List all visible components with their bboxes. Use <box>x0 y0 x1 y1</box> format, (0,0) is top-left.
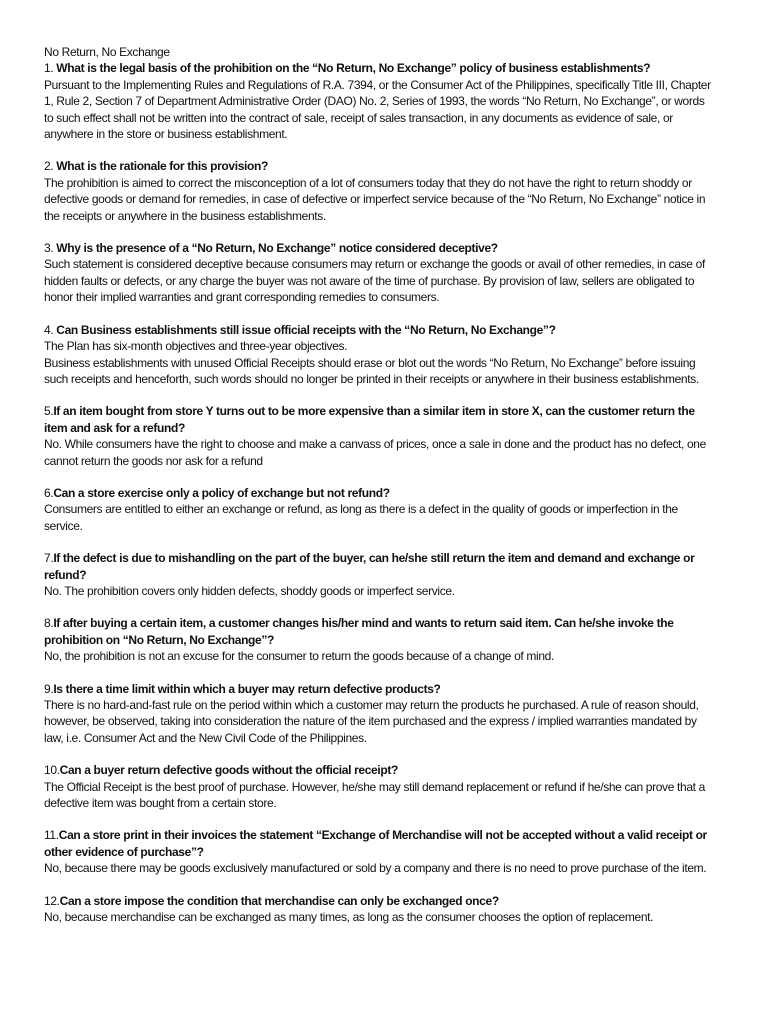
answer-text: No, the prohibition is not an excuse for the consumer to return the goods because of a change of mind. <box>44 649 554 664</box>
question-number: 2. <box>44 159 57 174</box>
qa-item <box>44 403 716 469</box>
qa-item <box>44 322 716 388</box>
qa-list <box>44 60 716 925</box>
question-text: If an item bought from store Y turns out to be more expensive than a similar item in store X, can the customer return the item and ask for a refund? <box>44 404 695 435</box>
answer-text: There is no hard-and-fast rule on the period within which a customer may return the products he purchased. A rule of reason should, however, be observed, taking into consideration the nature of the item purchased and the express / implied warranties mandated by law, i.e. Consumer Act and the New Civil Code of the Philippines. <box>44 698 699 745</box>
question-number: 4. <box>44 322 57 337</box>
question <box>44 403 716 436</box>
question <box>44 615 716 648</box>
question-number: 10. <box>44 763 60 778</box>
qa-item <box>44 762 716 811</box>
question-text: What is the rationale for this provision? <box>56 159 268 174</box>
answer-text: The Plan has six-month objectives and three-year objectives. <box>44 339 348 354</box>
qa-item <box>44 158 716 224</box>
answer-text: No. The prohibition covers only hidden defects, shoddy goods or imperfect service. <box>44 583 455 598</box>
answer-text: Pursuant to the Implementing Rules and Regulations of R.A. 7394, or the Consumer Act of the Philippines, specifically Title III, Chapter 1, Rule 2, Section 7 of Department Administrative Order (DAO) No. 2, Series of 1993, the words “No Return, No Exchange”, or words to such effect shall not be written into the contract of sale, receipt of sales transaction, in any documents as evidence of sale, or anywhere in the store or business establishment. <box>44 77 711 142</box>
question-number: 8. <box>44 616 54 631</box>
question-text: What is the legal basis of the prohibition on the “No Return, No Exchange” policy of business establishments? <box>56 61 651 76</box>
question-number: 1. <box>44 61 57 76</box>
question-number: 12. <box>44 893 60 908</box>
qa-item <box>44 60 716 142</box>
answer-text: Such statement is considered deceptive because consumers may return or exchange the goods or avail of other remedies, in case of hidden faults or defects, or any charge the buyer was not aware of the time of purchase. By provision of law, sellers are obligated to honor their implied warranties and grant corresponding remedies to consumers. <box>44 257 705 305</box>
answer-text: Business establishments with unused Official Receipts should erase or blot out the words “No Return, No Exchange” before issuing such receipts and henceforth, such words should no longer be printed in their receipts or anywhere in their business establishments. <box>44 355 699 386</box>
question <box>44 762 716 778</box>
question-number: 9. <box>44 681 54 696</box>
qa-item <box>44 615 716 664</box>
qa-item <box>44 240 716 306</box>
question-text: Can a store exercise only a policy of exchange but not refund? <box>53 485 390 500</box>
question-text: Can a store impose the condition that merchandise can only be exchanged once? <box>59 893 499 908</box>
question <box>44 893 716 909</box>
question <box>44 240 716 256</box>
answer-text: Consumers are entitled to either an exchange or refund, as long as there is a defect in the quality of goods or imperfection in the service. <box>44 502 678 533</box>
answer-text: No, because merchandise can be exchanged as many times, as long as the consumer chooses the option of replacement. <box>44 910 654 925</box>
question-number: 7. <box>44 551 54 566</box>
qa-item <box>44 893 716 926</box>
question-number: 11. <box>44 828 59 843</box>
question <box>44 550 716 583</box>
question-number: 6. <box>44 485 54 500</box>
answer-text: The Official Receipt is the best proof of purchase. However, he/she may still demand replacement or refund if he/she can prove that a defective item was bought from a certain store. <box>44 779 705 811</box>
qa-item <box>44 550 716 599</box>
question-number: 5. <box>44 404 54 419</box>
question-text: Can Business establishments still issue official receipts with the “No Return, No Exchange”? <box>56 322 556 337</box>
qa-item <box>44 485 716 534</box>
question-text: If the defect is due to mishandling on the part of the buyer, can he/she still return the item and demand and exchange or refund? <box>44 551 695 582</box>
question-text: Is there a time limit within which a buyer may return defective products? <box>53 681 441 696</box>
answer-text: No. While consumers have the right to choose and make a canvass of prices, once a sale in done and the product has no defect, one cannot return the goods nor ask for a refund <box>44 437 706 468</box>
question-text: Why is the presence of a “No Return, No Exchange” notice considered deceptive? <box>56 241 498 256</box>
question-number: 3. <box>44 241 57 256</box>
answer-text: No, because there may be goods exclusively manufactured or sold by a company and there is no need to prove purchase of the item. <box>44 861 707 876</box>
question <box>44 827 716 860</box>
document-title: No Return, No Exchange <box>44 45 170 59</box>
question <box>44 322 716 338</box>
question-text: If after buying a certain item, a customer changes his/her mind and wants to return said item. Can he/she invoke the prohibition on “No Return, No Exchange”? <box>44 616 674 647</box>
qa-item <box>44 681 716 747</box>
answer-text: The prohibition is aimed to correct the misconception of a lot of consumers today that they do not have the right to return shoddy or defective goods or demand for remedies, in case of defective or imperfect service because of the “No Return, No Exchange” notice in the receipts or anywhere in the business establishments. <box>44 175 706 223</box>
question-text: Can a store print in their invoices the statement “Exchange of Merchandise will not be accepted without a valid receipt or other evidence of purchase”? <box>44 828 707 859</box>
qa-item <box>44 827 716 876</box>
question <box>44 681 716 697</box>
question <box>44 485 716 501</box>
question <box>44 60 716 76</box>
question-text: Can a buyer return defective goods without the official receipt? <box>59 763 398 778</box>
question <box>44 158 716 174</box>
